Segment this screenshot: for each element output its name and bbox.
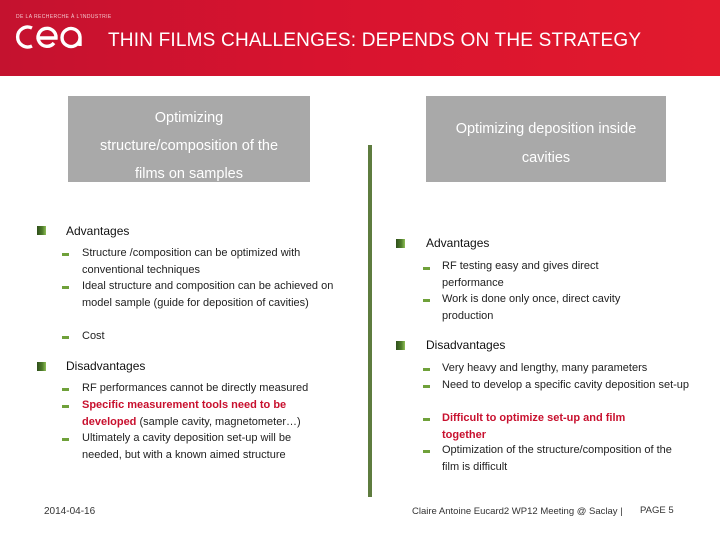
box-line: Optimizing bbox=[154, 110, 224, 126]
left-disadvantage-item bbox=[82, 397, 332, 430]
bullet-icon bbox=[62, 388, 69, 391]
bullet-icon bbox=[423, 299, 430, 302]
left-advantage-item: Ideal structure and composition can be achieved on model sample (guide for deposition of cavities) bbox=[82, 280, 334, 309]
bullet-icon bbox=[396, 239, 405, 248]
slide-title: THIN FILMS CHALLENGES: DEPENDS ON THE STRATEGY bbox=[108, 30, 642, 51]
bullet-icon bbox=[423, 368, 430, 371]
bullet-icon bbox=[396, 341, 405, 350]
right-disadvantage-item: Need to develop a specific cavity deposition set-up bbox=[442, 379, 690, 391]
bullet-icon bbox=[423, 450, 430, 453]
left-disadvantage-item: Ultimately a cavity deposition set-up will be needed, but with a known aimed structure bbox=[82, 432, 292, 461]
right-disadvantage-item: Very heavy and lengthy, many parameters bbox=[442, 362, 648, 374]
right-disadvantage-item: Difficult to optimize set-up and film together bbox=[442, 412, 626, 441]
right-advantage-item: RF testing easy and gives direct performance bbox=[442, 260, 599, 289]
column-divider bbox=[368, 145, 372, 497]
box-line: cavities bbox=[521, 150, 571, 166]
cea-logo bbox=[14, 22, 92, 52]
right-advantages-heading: Advantages bbox=[426, 236, 490, 250]
bullet-icon bbox=[62, 253, 69, 256]
bullet-icon bbox=[423, 418, 430, 421]
footer-meeting bbox=[412, 506, 623, 517]
bullet-icon bbox=[62, 405, 69, 408]
right-disadvantages-heading: Disadvantages bbox=[426, 338, 506, 352]
right-disadvantage-item: Optimization of the structure/composition of the film is difficult bbox=[442, 444, 672, 473]
header-tagline: DE LA RECHERCHE À L'INDUSTRIE bbox=[16, 14, 112, 20]
right-advantage-item: Work is done only once, direct cavity production bbox=[442, 293, 621, 322]
box-line: films on samples bbox=[135, 166, 243, 182]
box-line: structure/composition of the bbox=[99, 138, 279, 154]
left-advantage-item: Structure /composition can be optimized with conventional techniques bbox=[82, 247, 301, 276]
bullet-icon bbox=[62, 336, 69, 339]
bullet-icon bbox=[62, 286, 69, 289]
page-number: PAGE 5 bbox=[640, 505, 674, 516]
bullet-icon bbox=[62, 438, 69, 441]
footer-date: 2014-04-16 bbox=[44, 506, 96, 517]
strategy-box-cavities bbox=[426, 96, 666, 182]
left-advantages-heading: Advantages bbox=[66, 224, 130, 238]
bullet-icon bbox=[423, 385, 430, 388]
bullet-icon bbox=[37, 362, 46, 371]
footer-separator: | bbox=[620, 506, 623, 517]
left-advantage-item: Cost bbox=[82, 330, 105, 342]
bullet-icon bbox=[423, 267, 430, 270]
left-disadvantage-item: RF performances cannot be directly measured bbox=[82, 382, 309, 394]
box-line: Optimizing deposition inside bbox=[455, 121, 637, 137]
header-banner bbox=[0, 0, 720, 76]
emphasis-text: Specific measurement tools need to be developed bbox=[82, 399, 287, 428]
left-disadvantages-heading: Disadvantages bbox=[66, 359, 146, 373]
meeting-text: Claire Antoine Eucard2 WP12 Meeting @ Saclay bbox=[412, 506, 618, 517]
strategy-box-samples bbox=[68, 96, 310, 182]
item-text: (sample cavity, magnetometer…) bbox=[136, 415, 301, 428]
bullet-icon bbox=[37, 226, 46, 235]
